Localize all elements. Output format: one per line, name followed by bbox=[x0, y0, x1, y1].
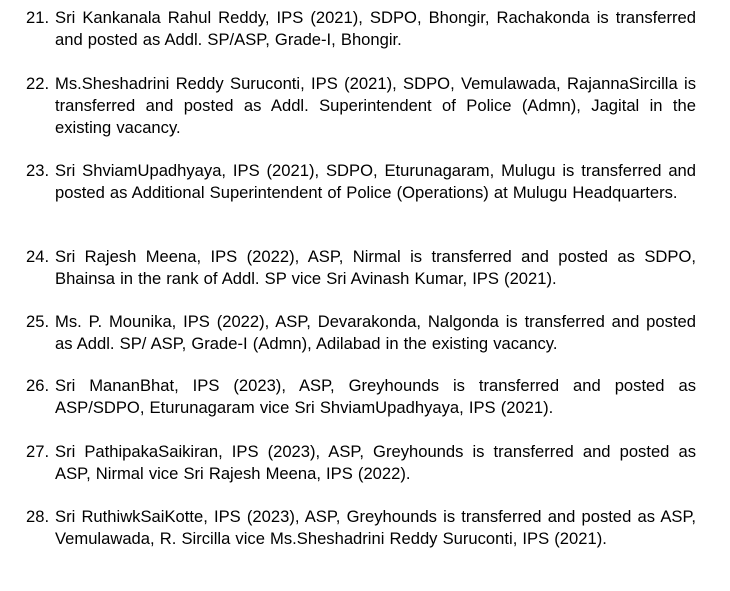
item-number: 23. bbox=[26, 161, 50, 180]
list-item bbox=[26, 311, 696, 355]
item-text: Ms.Sheshadrini Reddy Suruconti, IPS (2021), SDPO, Vemulawada, RajannaSircilla is transferred and posted as Addl. Superintendent of Police (Admn), Jagital in the existing vacancy. bbox=[55, 74, 696, 137]
item-text: Sri RuthiwkSaiKotte, IPS (2023), ASP, Greyhounds is transferred and posted as ASP, Vemulawada, R. Sircilla vice Ms.Sheshadrini Reddy Suruconti, IPS (2021). bbox=[55, 507, 696, 548]
item-number: 21. bbox=[26, 8, 50, 27]
item-number: 28. bbox=[26, 507, 50, 526]
list-item bbox=[26, 160, 696, 204]
list-item bbox=[26, 506, 696, 550]
item-number: 22. bbox=[26, 74, 50, 93]
list-item bbox=[26, 7, 696, 51]
item-number: 27. bbox=[26, 442, 50, 461]
item-text: Sri Kankanala Rahul Reddy, IPS (2021), SDPO, Bhongir, Rachakonda is transferred and posted as Addl. SP/ASP, Grade-I, Bhongir. bbox=[55, 8, 696, 49]
item-text: Sri MananBhat, IPS (2023), ASP, Greyhounds is transferred and posted as ASP/SDPO, Eturunagaram vice Sri ShviamUpadhyaya, IPS (2021). bbox=[55, 376, 696, 417]
list-item bbox=[26, 441, 696, 485]
item-text: Ms. P. Mounika, IPS (2022), ASP, Devarakonda, Nalgonda is transferred and posted as Addl. SP/ ASP, Grade-I (Admn), Adilabad in the existing vacancy. bbox=[55, 312, 696, 353]
item-number: 24. bbox=[26, 247, 50, 266]
item-text: Sri PathipakaSaikiran, IPS (2023), ASP, Greyhounds is transferred and posted as ASP, Nirmal vice Sri Rajesh Meena, IPS (2022). bbox=[55, 442, 696, 483]
list-item bbox=[26, 375, 696, 419]
item-number: 26. bbox=[26, 376, 50, 395]
item-number: 25. bbox=[26, 312, 50, 331]
item-text: Sri Rajesh Meena, IPS (2022), ASP, Nirmal is transferred and posted as SDPO, Bhainsa in the rank of Addl. SP vice Sri Avinash Kumar, IPS (2021). bbox=[55, 247, 696, 288]
item-text: Sri ShviamUpadhyaya, IPS (2021), SDPO, Eturunagaram, Mulugu is transferred and posted as Additional Superintendent of Police (Operations) at Mulugu Headquarters. bbox=[55, 161, 696, 202]
list-item bbox=[26, 73, 696, 139]
list-item bbox=[26, 246, 696, 290]
